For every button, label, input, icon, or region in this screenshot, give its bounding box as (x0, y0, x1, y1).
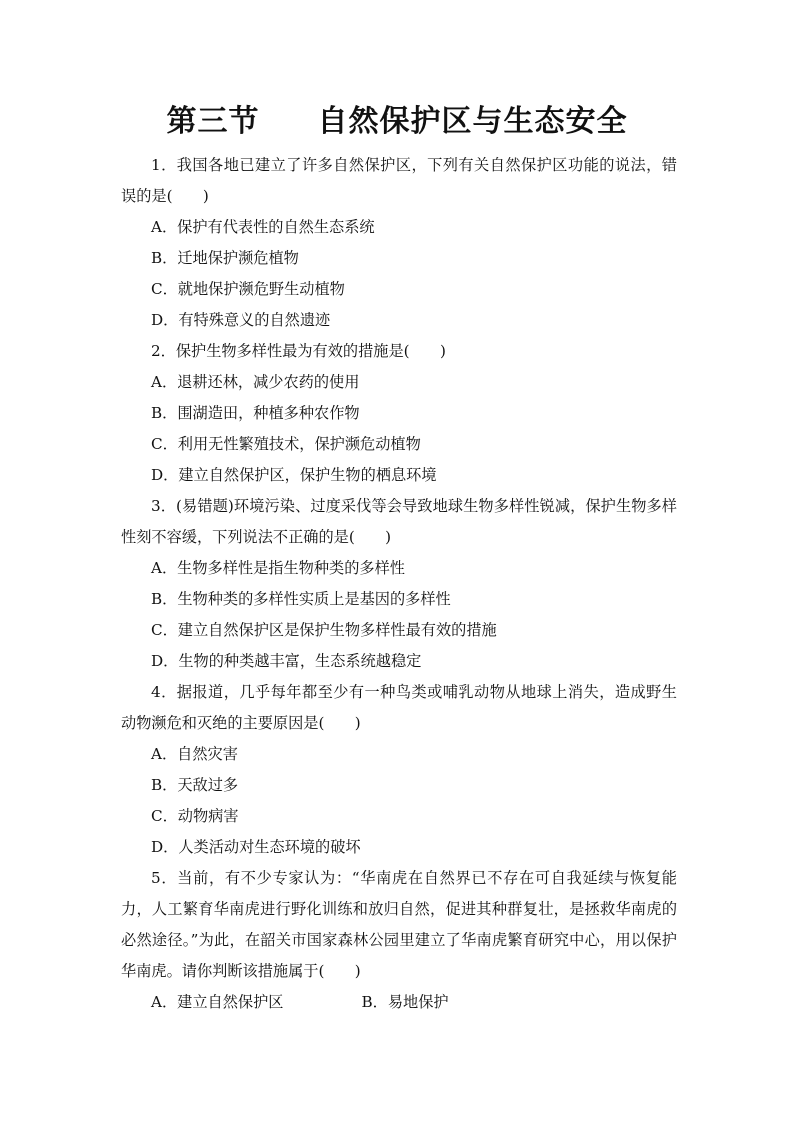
option-b: B．生物种类的多样性实质上是基因的多样性 (151, 590, 451, 608)
question-3 (121, 491, 677, 677)
option-c: C．利用无性繁殖技术，保护濒危动植物 (151, 435, 421, 453)
option-a: A．建立自然保护区 (151, 993, 284, 1011)
section-number: 第三节 (166, 104, 260, 139)
option-a: A．生物多样性是指生物种类的多样性 (151, 559, 405, 577)
option-c: C．动物病害 (151, 807, 239, 825)
question-4 (121, 677, 677, 863)
option-b: B．迁地保护濒危植物 (151, 249, 299, 267)
option-c: C．建立自然保护区是保护生物多样性最有效的措施 (151, 621, 497, 639)
question-stem: 1．我国各地已建立了许多自然保护区，下列有关自然保护区功能的说法，错误的是( ) (121, 156, 677, 205)
option-b: B．围湖造田，种植多种农作物 (151, 404, 360, 422)
section-title (0, 96, 794, 140)
question-stem: 5．当前，有不少专家认为：“华南虎在自然界已不存在可自我延续与恢复能力，人工繁育华南虎进行野化训练和放归自然，促进其种群复壮，是拯救华南虎的必然途径。”为此，在韶关市国家森林公园里建立了华南虎繁育研究中心，用以保护华南虎。请你判断该措施属于( ) (121, 869, 677, 980)
option-d: D．建立自然保护区，保护生物的栖息环境 (151, 466, 437, 484)
option-b: B．天敌过多 (151, 776, 239, 794)
option-a: A．自然灾害 (151, 745, 238, 763)
section-heading: 自然保护区与生态安全 (317, 104, 628, 139)
option-c: C．就地保护濒危野生动植物 (151, 280, 345, 298)
option-d: D．人类活动对生态环境的破坏 (151, 838, 361, 856)
question-list (121, 150, 677, 1018)
question-stem: 4．据报道，几乎每年都至少有一种鸟类或哺乳动物从地球上消失，造成野生动物濒危和灭绝的主要原因是( ) (121, 683, 677, 732)
option-row (121, 987, 677, 1018)
option-a: A．退耕还林，减少农药的使用 (151, 373, 360, 391)
option-a: A．保护有代表性的自然生态系统 (151, 218, 375, 236)
option-d: D．生物的种类越丰富，生态系统越稳定 (151, 652, 422, 670)
question-stem: 3．(易错题)环境污染、过度采伐等会导致地球生物多样性锐减，保护生物多样性刻不容缓，下列说法不正确的是( ) (121, 497, 677, 546)
question-2 (121, 336, 677, 491)
option-d: D．有特殊意义的自然遗迹 (151, 311, 331, 329)
question-5 (121, 863, 677, 1018)
question-1 (121, 150, 677, 336)
question-stem: 2．保护生物多样性最为有效的措施是( ) (151, 342, 446, 360)
option-b: B．易地保护 (361, 993, 449, 1011)
